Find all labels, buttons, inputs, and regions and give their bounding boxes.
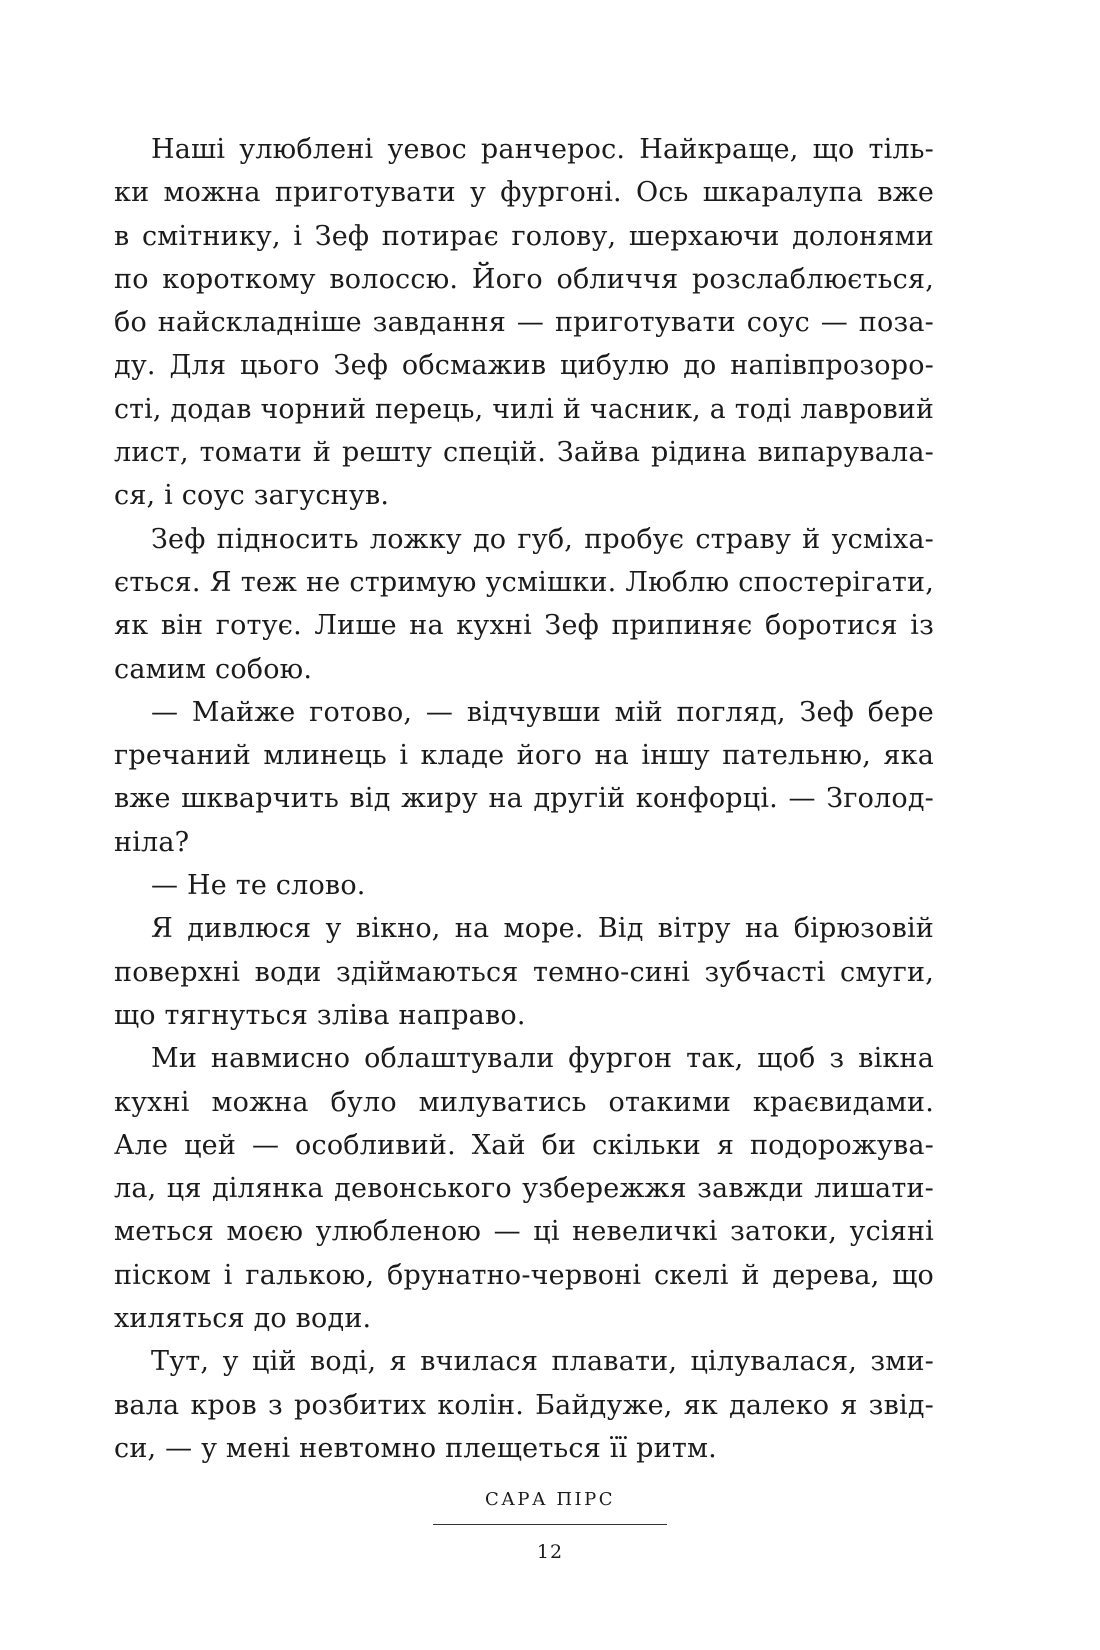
page-number: 12 bbox=[536, 1541, 564, 1563]
paragraph-2-line-3: як він готує. Лише на кухні Зеф припиняє боротися із bbox=[114, 610, 934, 642]
paragraph-1-line-9: ся, і соус загуснув. bbox=[114, 480, 390, 512]
paragraph-5-line-3: що тягнуться зліва направо. bbox=[114, 999, 526, 1031]
paragraph-6-line-1: Ми навмисно облаштували фургон так, щоб з вікна bbox=[151, 1043, 934, 1075]
paragraph-5-line-2: поверхні води здіймаються темно-сині зубчасті смуги, bbox=[114, 956, 934, 988]
running-head-author: САРА ПІРС bbox=[484, 1489, 616, 1510]
paragraph-1-line-3: в смітнику, і Зеф потирає голову, шерхаючи долонями bbox=[114, 220, 934, 252]
footer-rule bbox=[433, 1524, 667, 1525]
paragraph-6-line-3: Але цей — особливий. Хай би скільки я подорожува- bbox=[114, 1129, 934, 1161]
paragraph-7-line-2: вала кров з розбитих колін. Байдуже, як далеко я звід- bbox=[114, 1389, 934, 1421]
paragraph-6-line-2: кухні можна було милуватись отакими краєвидами. bbox=[114, 1086, 934, 1118]
paragraph-3-line-4: ніла? bbox=[114, 826, 190, 858]
paragraph-1-line-7: сті, додав чорний перець, чилі й часник, а тоді лавровий bbox=[114, 393, 934, 425]
paragraph-6-line-7: хиляться до води. bbox=[114, 1303, 372, 1335]
paragraph-6-line-6: піском і галькою, брунатно-червоні скелі й дерева, що bbox=[114, 1259, 934, 1291]
paragraph-1-line-1: Наші улюблені уевос ранчерос. Найкраще, що тіль- bbox=[151, 134, 934, 165]
paragraph-4-line-1: — Не те слово. bbox=[151, 870, 366, 902]
paragraph-1-line-5: бо найскладніше завдання — приготувати соус — поза- bbox=[114, 307, 934, 339]
paragraph-1-line-2: ки можна приготувати у фургоні. Ось шкаралупа вже bbox=[114, 177, 934, 209]
paragraph-1-line-8: лист, томати й решту спецій. Зайва рідина випарувала- bbox=[114, 437, 934, 469]
paragraph-6-line-4: ла, ця ділянка девонського узбережжя завжди лишати- bbox=[114, 1173, 934, 1205]
paragraph-2-line-1: Зеф підносить ложку до губ, пробує страву й усміха- bbox=[151, 523, 934, 555]
paragraph-6-line-5: меться моєю улюбленою — ці невеличкі затоки, усіяні bbox=[114, 1216, 934, 1248]
paragraph-5-line-1: Я дивлюся у вікно, на море. Від вітру на бірюзовій bbox=[151, 913, 934, 945]
paragraph-1-line-6: ду. Для цього Зеф обсмажив цибулю до напівпрозоро- bbox=[114, 350, 934, 382]
body-text bbox=[114, 128, 934, 1470]
paragraph-3-line-2: гречаний млинець і кладе його на іншу пательню, яка bbox=[114, 740, 934, 772]
paragraph-2-line-2: ється. Я теж не стримую усмішки. Люблю спостерігати, bbox=[114, 566, 934, 598]
paragraph-7-line-1: Тут, у цій воді, я вчилася плавати, цілувалася, зми- bbox=[151, 1346, 934, 1378]
paragraph-3-line-3: вже шкварчить від жиру на другій конфорці. — Зголод- bbox=[114, 783, 934, 815]
paragraph-2-line-4: самим собою. bbox=[114, 653, 313, 685]
paragraph-7-line-3: си, — у мені невтомно плещеться її ритм. bbox=[114, 1432, 717, 1464]
paragraph-3-line-1: — Майже готово, — відчувши мій погляд, Зеф бере bbox=[151, 696, 934, 728]
paragraph-1-line-4: по короткому волоссю. Його обличчя розслаблюється, bbox=[114, 263, 934, 295]
